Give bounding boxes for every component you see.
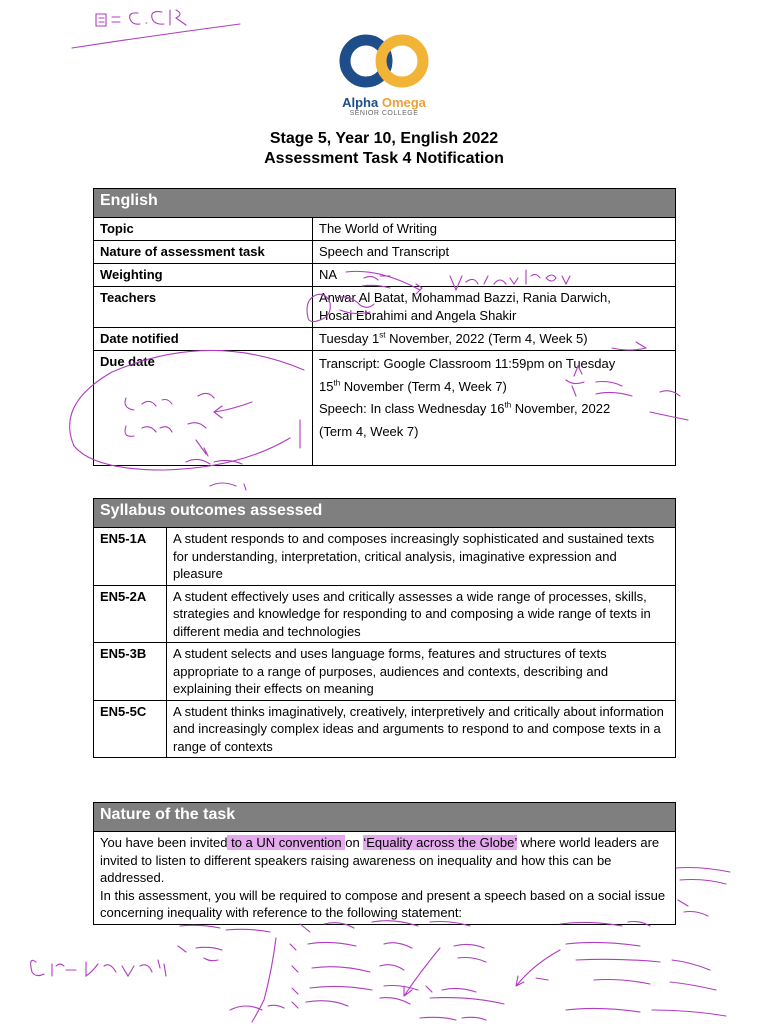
teachers-value: Anwar Al Batat, Mohammad Bazzi, Rania Darwich, Hosai Ebrahimi and Angela Shakir [313, 287, 676, 328]
outcome-code: EN5-1A [94, 528, 167, 586]
nature-value: Speech and Transcript [313, 241, 676, 264]
outcomes-header: Syllabus outcomes assessed [94, 499, 676, 528]
outcome-text: A student thinks imaginatively, creatively, interpretively and critically about information and increasingly complex ideas and arguments to respond to and compose texts in a range of contexts [167, 700, 676, 758]
notified-label: Date notified [94, 328, 313, 351]
task-description: You have been invited to a UN convention on ‘Equality across the Globe’ where world leaders are invited to listen to different speakers raising awareness on inequality and how this can be addressed. In this assessment, you will be required to compose and present a speech based on a social issue concerning inequality with reference to the following statement: [94, 832, 676, 925]
outcome-code: EN5-2A [94, 585, 167, 643]
due-value: Transcript: Google Classroom 11:59pm on Tuesday 15th November (Term 4, Week 7) Speech: In class Wednesday 16th November, 2022 (Term 4, Week 7) [313, 351, 676, 466]
due-label: Due date [94, 351, 313, 466]
page-subtitle: Assessment Task 4 Notification [264, 150, 504, 167]
infinity-logo-icon [336, 30, 432, 92]
teachers-label: Teachers [94, 287, 313, 328]
task-header: Nature of the task [94, 803, 676, 832]
outcome-text: A student selects and uses language forms, features and structures of texts appropriate to a range of purposes, audiences and contexts, describing and explaining their effects on meaning [167, 643, 676, 701]
outcomes-table [93, 498, 676, 758]
school-name: Alpha Omega [342, 95, 426, 110]
notified-value: Tuesday 1st November, 2022 (Term 4, Week 5) [313, 328, 676, 351]
outcome-code: EN5-5C [94, 700, 167, 758]
nature-label: Nature of assessment task [94, 241, 313, 264]
details-table [93, 188, 676, 466]
weighting-label: Weighting [94, 264, 313, 287]
outcome-text: A student responds to and composes increasingly sophisticated and sustained texts for understanding, interpretation, critical analysis, imaginative expression and pleasure [167, 528, 676, 586]
task-table [93, 802, 676, 925]
outcome-text: A student effectively uses and critically assesses a wide range of processes, skills, strategies and knowledge for responding to and composing a wide range of texts in different media and technologies [167, 585, 676, 643]
outcome-code: EN5-3B [94, 643, 167, 701]
topic-label: Topic [94, 218, 313, 241]
school-subtitle: SENIOR COLLEGE [349, 110, 419, 117]
page-title: Stage 5, Year 10, English 2022 [269, 130, 499, 147]
school-logo [336, 30, 432, 117]
weighting-value: NA [313, 264, 676, 287]
details-header: English [94, 189, 676, 218]
topic-value: The World of Writing [313, 218, 676, 241]
